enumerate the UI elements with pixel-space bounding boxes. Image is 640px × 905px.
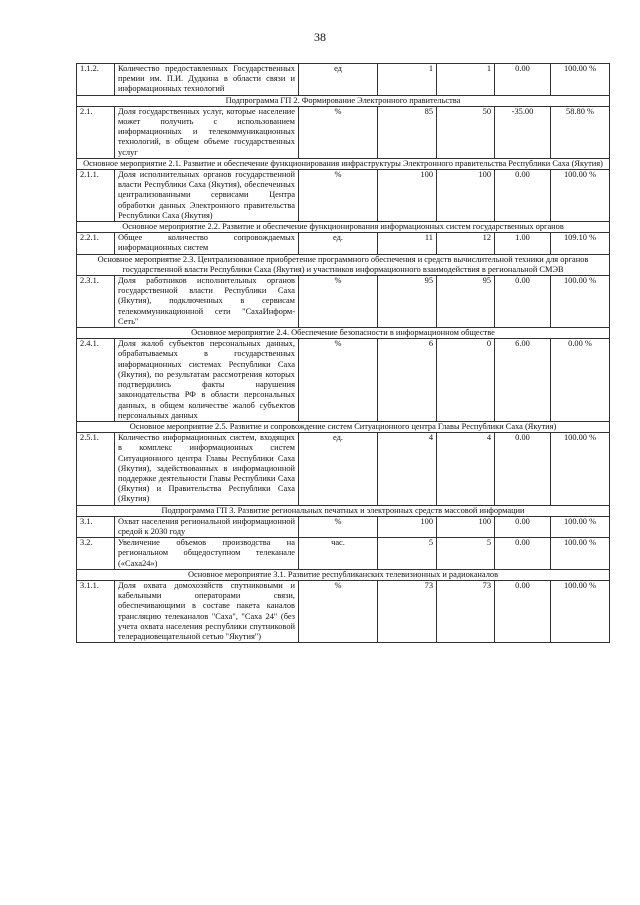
- section-title: Основное мероприятие 2.4. Обеспечение безопасности в информационном обществе: [77, 328, 610, 339]
- unit-cell: час.: [299, 538, 378, 570]
- percent-cell: 100.00 %: [551, 276, 610, 328]
- indicator-row: [77, 170, 610, 222]
- fact-value-cell: 5: [437, 538, 495, 570]
- unit-cell: ед.: [299, 233, 378, 254]
- indicator-number: 2.2.1.: [77, 233, 115, 254]
- section-header-row: [77, 158, 610, 169]
- indicator-number: 2.3.1.: [77, 276, 115, 328]
- section-header-row: [77, 569, 610, 580]
- plan-value-cell: 73: [378, 580, 437, 642]
- unit-cell: ед.: [299, 433, 378, 505]
- fact-value-cell: 73: [437, 580, 495, 642]
- indicator-number: 2.1.: [77, 106, 115, 158]
- indicator-description: Увеличение объемов производства на региональном общедоступном телеканале («Саха24»): [115, 538, 299, 570]
- section-header-row: [77, 254, 610, 275]
- unit-cell: ед: [299, 64, 378, 96]
- fact-value-cell: 0: [437, 339, 495, 422]
- section-title: Подпрограмма ГП 2. Формирование Электронного правительства: [77, 95, 610, 106]
- section-title: Подпрограмма ГП 3. Развитие региональных печатных и электронных средств массовой информации: [77, 505, 610, 516]
- indicator-row: [77, 433, 610, 505]
- deviation-cell: 1.00: [495, 233, 551, 254]
- plan-value-cell: 95: [378, 276, 437, 328]
- unit-cell: %: [299, 580, 378, 642]
- plan-value-cell: 11: [378, 233, 437, 254]
- fact-value-cell: 1: [437, 64, 495, 96]
- unit-cell: %: [299, 516, 378, 537]
- plan-value-cell: 100: [378, 170, 437, 222]
- indicator-description: Количество информационных систем, входящих в комплекс информационных систем Ситуационного центра Главы Республики Саха (Якутия), задействованных в информационной поддержке деятельности Главы Республики Саха (Якутия) и Правительства Республики Саха (Якутия): [115, 433, 299, 505]
- indicator-description: Охват населения региональной информационной средой к 2030 году: [115, 516, 299, 537]
- indicator-description: Доля охвата домохозяйств спутниковыми и кабельными операторами связи, обеспечивающими в составе пакета каналов трансляцию телеканалов "Саха", "Саха 24" (без учета охвата населения республики спутниковой телерадиовещательной сетью "Якутия"): [115, 580, 299, 642]
- percent-cell: 100.00 %: [551, 516, 610, 537]
- percent-cell: 100.00 %: [551, 538, 610, 570]
- section-header-row: [77, 421, 610, 432]
- indicator-description: Доля жалоб субъектов персональных данных, обрабатываемых в государственных информационных системах Республики Саха (Якутия), по результатам рассмотрения которых подтвердились факты нарушения законодательства РФ в области персональных данных, в общем количестве жалоб субъектов персональных данных: [115, 339, 299, 422]
- unit-cell: %: [299, 276, 378, 328]
- plan-value-cell: 1: [378, 64, 437, 96]
- indicator-row: [77, 233, 610, 254]
- indicator-number: 2.1.1.: [77, 170, 115, 222]
- deviation-cell: 0.00: [495, 64, 551, 96]
- indicator-row: [77, 64, 610, 96]
- section-header-row: [77, 328, 610, 339]
- percent-cell: 109.10 %: [551, 233, 610, 254]
- indicator-row: [77, 106, 610, 158]
- indicator-description: Доля работников исполнительных органов государственной власти Республики Саха (Якутия), подключенных в сервисам телекоммуникационной сети "СахаИнформ-Сеть": [115, 276, 299, 328]
- deviation-cell: 0.00: [495, 433, 551, 505]
- unit-cell: %: [299, 106, 378, 158]
- percent-cell: 100.00 %: [551, 64, 610, 96]
- section-title: Основное мероприятие 2.5. Развитие и сопровождение систем Ситуационного центра Главы Республики Саха (Якутия): [77, 421, 610, 432]
- indicator-row: [77, 516, 610, 537]
- section-header-row: [77, 505, 610, 516]
- percent-cell: 0.00 %: [551, 339, 610, 422]
- fact-value-cell: 95: [437, 276, 495, 328]
- indicator-row: [77, 580, 610, 642]
- section-title: Основное мероприятие 2.1. Развитие и обеспечение функционирования инфраструктуры Электронного правительства Республики Саха (Якутия): [77, 158, 610, 169]
- fact-value-cell: 12: [437, 233, 495, 254]
- plan-value-cell: 85: [378, 106, 437, 158]
- fact-value-cell: 50: [437, 106, 495, 158]
- section-title: Основное мероприятие 2.2. Развитие и обеспечение функционирования информационных систем государственных органов: [77, 222, 610, 233]
- fact-value-cell: 4: [437, 433, 495, 505]
- indicators-table: [76, 63, 610, 643]
- indicator-description: Количество предоставленных Государственных премии им. П.И. Дудкина в области связи и информационных технологий: [115, 64, 299, 96]
- page-number: 38: [314, 30, 326, 44]
- unit-cell: %: [299, 170, 378, 222]
- percent-cell: 100.00 %: [551, 170, 610, 222]
- section-header-row: [77, 95, 610, 106]
- deviation-cell: 0.00: [495, 580, 551, 642]
- fact-value-cell: 100: [437, 516, 495, 537]
- deviation-cell: 0.00: [495, 538, 551, 570]
- deviation-cell: 0.00: [495, 516, 551, 537]
- plan-value-cell: 100: [378, 516, 437, 537]
- plan-value-cell: 4: [378, 433, 437, 505]
- deviation-cell: 6.00: [495, 339, 551, 422]
- percent-cell: 58.80 %: [551, 106, 610, 158]
- unit-cell: %: [299, 339, 378, 422]
- plan-value-cell: 6: [378, 339, 437, 422]
- deviation-cell: -35.00: [495, 106, 551, 158]
- section-title: Основное мероприятие 2.3. Централизованное приобретение программного обеспечения и средств вычислительной техники для органов государственной власти Республики Саха (Якутия) и участников информационного взаимодействия в региональной СМЭВ: [77, 254, 610, 275]
- section-header-row: [77, 222, 610, 233]
- indicator-number: 3.1.: [77, 516, 115, 537]
- indicator-number: 2.5.1.: [77, 433, 115, 505]
- indicator-description: Доля государственных услуг, которые население может получить с использованием информационных и телекоммуникационных технологий, в общем объеме государственных услуг: [115, 106, 299, 158]
- indicator-number: 3.2.: [77, 538, 115, 570]
- indicator-row: [77, 538, 610, 570]
- deviation-cell: 0.00: [495, 276, 551, 328]
- indicator-number: 1.1.2.: [77, 64, 115, 96]
- indicator-description: Общее количество сопровождаемых информационных систем: [115, 233, 299, 254]
- plan-value-cell: 5: [378, 538, 437, 570]
- indicator-row: [77, 276, 610, 328]
- indicator-row: [77, 339, 610, 422]
- fact-value-cell: 100: [437, 170, 495, 222]
- percent-cell: 100.00 %: [551, 580, 610, 642]
- deviation-cell: 0.00: [495, 170, 551, 222]
- indicator-number: 3.1.1.: [77, 580, 115, 642]
- percent-cell: 100.00 %: [551, 433, 610, 505]
- section-title: Основное мероприятие 3.1. Развитие республиканских телевизионных и радиоканалов: [77, 569, 610, 580]
- indicator-number: 2.4.1.: [77, 339, 115, 422]
- indicator-description: Доля исполнительных органов государственной власти Республики Саха (Якутия), обеспеченных централизованными сервисами Центра обработки данных Электронного правительства Республики Саха (Якутия): [115, 170, 299, 222]
